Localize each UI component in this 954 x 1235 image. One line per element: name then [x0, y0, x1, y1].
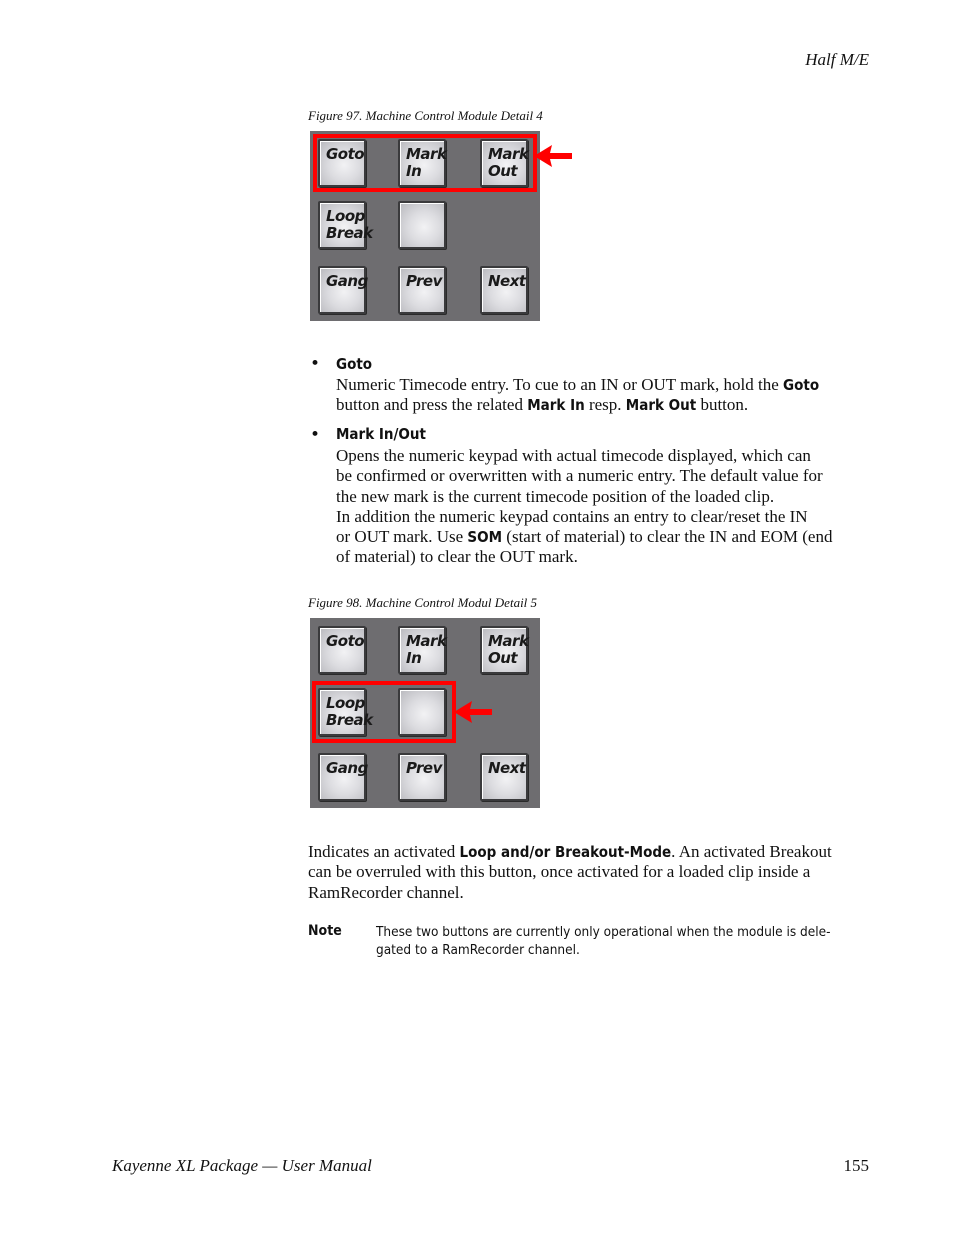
- mark-out-button: Mark Out: [480, 139, 528, 187]
- gang-button: Gang: [318, 753, 366, 801]
- bullet-goto: •: [310, 354, 321, 374]
- mark-in-button: Mark In: [398, 139, 446, 187]
- blank-button: [398, 201, 446, 249]
- footer-title: Kayenne XL Package — User Manual: [112, 1156, 372, 1175]
- loop-break-button: Loop Break: [318, 688, 366, 736]
- note-text: These two buttons are currently only operational when the module is dele- gated to a RamRecorder channel.: [376, 924, 831, 958]
- goto-button: Goto: [318, 626, 366, 674]
- page-number: 155: [843, 1156, 869, 1175]
- figure-97-caption: Figure 97. Machine Control Module Detail 4: [308, 108, 543, 123]
- note-label: Note: [308, 923, 342, 939]
- mark-out-button: Mark Out: [480, 626, 528, 674]
- mark-in-out-paragraph: Opens the numeric keypad with actual timecode displayed, which can be confirmed or overwritten with a numeric entry. The default value for the new mark is the current timecode position of the loaded clip. In addition the numeric keypad contains an entry to clear/reset the IN or OUT mark. Use SOM (start of material) to clear the IN and EOM (end of material) to clear the OUT mark.: [336, 446, 833, 567]
- next-button: Next: [480, 266, 528, 314]
- prev-button: Prev: [398, 266, 446, 314]
- goto-button: Goto: [318, 139, 366, 187]
- red-arrow-icon: [454, 698, 494, 726]
- figure-97-panel: [310, 131, 540, 321]
- mark-in-button: Mark In: [398, 626, 446, 674]
- red-arrow-icon: [534, 142, 574, 170]
- running-header: Half M/E: [805, 50, 869, 69]
- highlight-box: [313, 134, 537, 192]
- mark-in-out-heading: Mark In/Out: [336, 425, 426, 443]
- prev-button: Prev: [398, 753, 446, 801]
- loop-break-button: Loop Break: [318, 201, 366, 249]
- highlight-box: [312, 681, 456, 743]
- next-button: Next: [480, 753, 528, 801]
- goto-paragraph: Numeric Timecode entry. To cue to an IN or OUT mark, hold the Goto button and press the related Mark In resp. Mark Out button.: [336, 375, 820, 415]
- figure-98-caption: Figure 98. Machine Control Modul Detail 5: [308, 595, 538, 610]
- figure-98-panel: [310, 618, 540, 808]
- goto-heading: Goto: [336, 355, 373, 373]
- loop-paragraph: Indicates an activated Loop and/or Breakout-Mode. An activated Breakout can be overruled with this button, once activated for a loaded clip inside a RamRecorder channel.: [308, 842, 832, 902]
- gang-button: Gang: [318, 266, 366, 314]
- bullet-mark-in-out: •: [310, 425, 321, 445]
